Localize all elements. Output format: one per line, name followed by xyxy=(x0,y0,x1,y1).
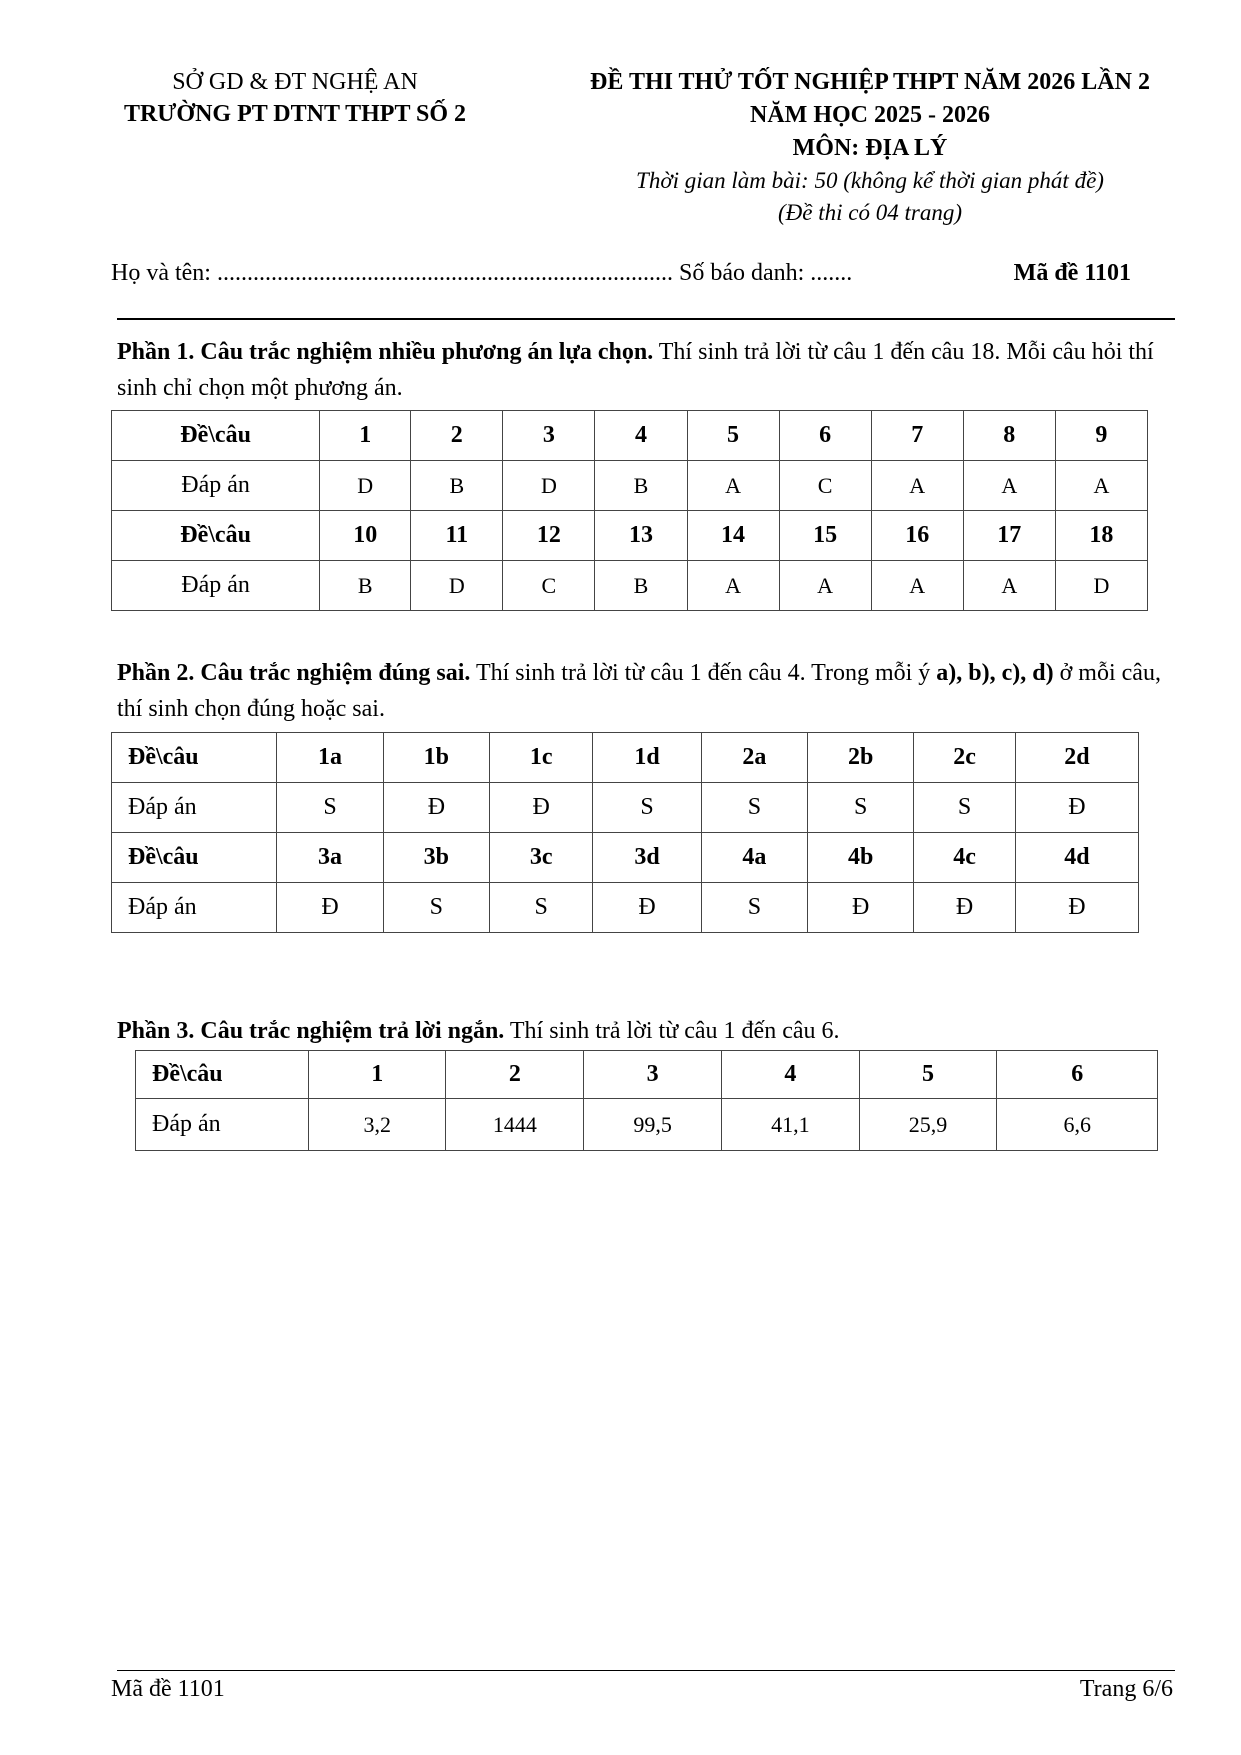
answer-row xyxy=(112,461,1148,511)
answer-row xyxy=(136,1099,1158,1151)
question-number: 2c xyxy=(914,733,1015,783)
answer-label: Đáp án xyxy=(112,561,320,611)
question-number: 7 xyxy=(871,411,963,461)
question-row xyxy=(136,1051,1158,1099)
question-number: 4c xyxy=(914,833,1015,883)
question-number: 16 xyxy=(871,511,963,561)
answer-value: Đ xyxy=(1015,783,1138,833)
answer-value: S xyxy=(383,883,489,933)
header-divider xyxy=(117,318,1175,320)
answer-value: A xyxy=(1055,461,1147,511)
answer-value: S xyxy=(808,783,914,833)
question-label: Đề\câu xyxy=(112,511,320,561)
answer-value: 41,1 xyxy=(722,1099,860,1151)
question-number: 5 xyxy=(687,411,779,461)
answer-value: 1444 xyxy=(446,1099,584,1151)
part2-title-bold2: a), b), c), d) xyxy=(936,660,1054,686)
question-number: 11 xyxy=(411,511,503,561)
question-number: 8 xyxy=(963,411,1055,461)
part2-title xyxy=(117,655,1175,727)
question-number: 10 xyxy=(320,511,411,561)
question-number: 1c xyxy=(490,733,593,783)
question-row xyxy=(112,733,1139,783)
part1-title xyxy=(117,334,1175,406)
part3-title-text: Thí sinh trả lời từ câu 1 đến câu 6. xyxy=(504,1018,840,1044)
part2-title-bold: Phần 2. Câu trắc nghiệm đúng sai. xyxy=(117,660,471,686)
question-number: 14 xyxy=(687,511,779,561)
question-number: 1d xyxy=(593,733,701,783)
answer-value: S xyxy=(701,883,807,933)
answer-value: 6,6 xyxy=(997,1099,1158,1151)
answer-value: 99,5 xyxy=(584,1099,722,1151)
question-label: Đề\câu xyxy=(112,733,277,783)
answer-value: S xyxy=(490,883,593,933)
answer-row xyxy=(112,783,1139,833)
question-number: 4d xyxy=(1015,833,1138,883)
school-year: NĂM HỌC 2025 - 2026 xyxy=(750,102,990,128)
part2-title-text2: ở mỗi câu, thí sinh chọn đúng hoặc sai. xyxy=(117,660,1161,722)
question-number: 6 xyxy=(997,1051,1158,1099)
answer-value: S xyxy=(701,783,807,833)
question-number: 2a xyxy=(701,733,807,783)
question-label: Đề\câu xyxy=(112,833,277,883)
answer-value: A xyxy=(871,561,963,611)
question-number: 6 xyxy=(779,411,871,461)
subject: MÔN: ĐỊA LÝ xyxy=(792,135,948,161)
question-row xyxy=(112,511,1148,561)
answer-value: A xyxy=(963,561,1055,611)
part1-answer-table xyxy=(111,410,1148,611)
question-number: 2d xyxy=(1015,733,1138,783)
student-info xyxy=(111,260,1131,292)
question-number: 3b xyxy=(383,833,489,883)
part1-title-bold: Phần 1. Câu trắc nghiệm nhiều phương án lựa chọn. xyxy=(117,339,654,365)
question-number: 1 xyxy=(320,411,411,461)
answer-value: 3,2 xyxy=(309,1099,446,1151)
answer-label: Đáp án xyxy=(112,461,320,511)
answer-value: D xyxy=(411,561,503,611)
answer-value: D xyxy=(503,461,595,511)
answer-value: S xyxy=(593,783,701,833)
answer-value: B xyxy=(320,561,411,611)
answer-row xyxy=(112,883,1139,933)
answer-value: Đ xyxy=(277,883,383,933)
question-number: 17 xyxy=(963,511,1055,561)
part2-answer-table xyxy=(111,732,1139,933)
answer-value: Đ xyxy=(490,783,593,833)
exam-code: Mã đề 1101 xyxy=(1013,260,1131,286)
question-number: 4 xyxy=(595,411,687,461)
question-number: 1a xyxy=(277,733,383,783)
part3-title-bold: Phần 3. Câu trắc nghiệm trả lời ngắn. xyxy=(117,1018,505,1044)
part3-title xyxy=(117,1013,1175,1049)
question-number: 2 xyxy=(411,411,503,461)
footer-page-number: Trang 6/6 xyxy=(1079,1676,1173,1702)
question-number: 3 xyxy=(584,1051,722,1099)
part2-title-text: Thí sinh trả lời từ câu 1 đến câu 4. Trong mỗi ý xyxy=(470,660,937,686)
answer-value: A xyxy=(687,561,779,611)
question-number: 4a xyxy=(701,833,807,883)
question-number: 3c xyxy=(490,833,593,883)
question-number: 3 xyxy=(503,411,595,461)
answer-label: Đáp án xyxy=(112,783,277,833)
answer-row xyxy=(112,561,1148,611)
question-number: 4b xyxy=(808,833,914,883)
school-name: TRƯỜNG PT DTNT THPT SỐ 2 xyxy=(123,101,467,127)
question-number: 3d xyxy=(593,833,701,883)
answer-value: B xyxy=(595,461,687,511)
question-row xyxy=(112,833,1139,883)
answer-value: A xyxy=(687,461,779,511)
exam-title: ĐỀ THI THỬ TỐT NGHIỆP THPT NĂM 2026 LẦN 2 xyxy=(590,69,1150,95)
name-and-id-line: Họ và tên: ............................................................................ Số báo danh: ....... xyxy=(111,260,853,286)
pages-note: (Đề thi có 04 trang) xyxy=(778,200,962,225)
exam-header xyxy=(560,66,1180,229)
question-number: 9 xyxy=(1055,411,1147,461)
answer-value: B xyxy=(595,561,687,611)
answer-value: 25,9 xyxy=(859,1099,997,1151)
answer-label: Đáp án xyxy=(112,883,277,933)
answer-value: S xyxy=(914,783,1015,833)
question-number: 2b xyxy=(808,733,914,783)
answer-value: Đ xyxy=(808,883,914,933)
school-header xyxy=(95,66,495,130)
answer-value: S xyxy=(277,783,383,833)
part1-title-text: Thí sinh trả lời từ câu 1 đến câu 18. Mỗi câu hỏi thí sinh chỉ chọn một phương án. xyxy=(117,339,1154,401)
answer-value: D xyxy=(320,461,411,511)
question-number: 15 xyxy=(779,511,871,561)
answer-label: Đáp án xyxy=(136,1099,309,1151)
answer-value: A xyxy=(963,461,1055,511)
answer-value: A xyxy=(779,561,871,611)
question-number: 1 xyxy=(309,1051,446,1099)
department-name: SỞ GD & ĐT NGHỆ AN xyxy=(172,69,418,95)
question-number: 4 xyxy=(722,1051,860,1099)
part3-answer-table xyxy=(135,1050,1158,1151)
question-number: 1b xyxy=(383,733,489,783)
answer-value: D xyxy=(1055,561,1147,611)
footer-exam-code: Mã đề 1101 xyxy=(111,1676,225,1702)
question-label: Đề\câu xyxy=(136,1051,309,1099)
answer-value: Đ xyxy=(383,783,489,833)
answer-value: C xyxy=(779,461,871,511)
footer-divider xyxy=(117,1670,1175,1671)
answer-value: B xyxy=(411,461,503,511)
question-number: 18 xyxy=(1055,511,1147,561)
question-label: Đề\câu xyxy=(112,411,320,461)
question-number: 2 xyxy=(446,1051,584,1099)
answer-value: C xyxy=(503,561,595,611)
answer-value: A xyxy=(871,461,963,511)
answer-value: Đ xyxy=(914,883,1015,933)
question-number: 3a xyxy=(277,833,383,883)
duration: Thời gian làm bài: 50 (không kể thời gian phát đề) xyxy=(636,168,1104,193)
answer-value: Đ xyxy=(1015,883,1138,933)
question-number: 12 xyxy=(503,511,595,561)
answer-value: Đ xyxy=(593,883,701,933)
question-row xyxy=(112,411,1148,461)
question-number: 13 xyxy=(595,511,687,561)
question-number: 5 xyxy=(859,1051,997,1099)
